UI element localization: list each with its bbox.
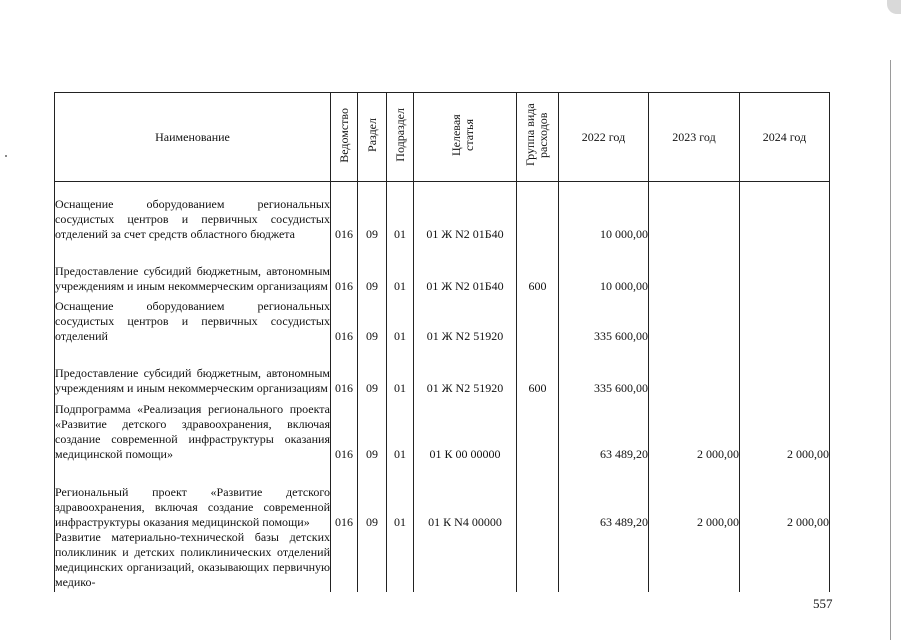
- table-row: [55, 462, 830, 530]
- row-2023: [649, 182, 740, 242]
- col-razdel-header: Раздел: [358, 93, 387, 182]
- row-razdel: [358, 530, 387, 592]
- col-2023-header: 2023 год: [649, 93, 740, 182]
- row-ved: 016: [331, 344, 358, 396]
- row-gruppa: [517, 294, 559, 344]
- budget-table: [54, 92, 830, 592]
- row-2024: [740, 344, 830, 396]
- row-2022: 10 000,00: [559, 182, 649, 242]
- row-razdel: 09: [358, 294, 387, 344]
- scan-dot-artifact: [5, 155, 7, 157]
- table-row: [55, 530, 830, 592]
- table-row: [55, 294, 830, 344]
- row-gruppa: [517, 396, 559, 462]
- col-tselevaya-header: Целевая статья: [414, 93, 517, 182]
- row-tselevaya: [414, 530, 517, 592]
- table-row: [55, 344, 830, 396]
- row-2024: [740, 182, 830, 242]
- row-name: Подпрограмма «Реализация регионального проекта «Развитие детского здравоохранения, включая создание современной инфраструктуры оказания медицинской помощи»: [55, 396, 331, 462]
- row-ved: 016: [331, 462, 358, 530]
- row-tselevaya: 01 К 00 00000: [414, 396, 517, 462]
- row-2024: 2 000,00: [740, 396, 830, 462]
- row-gruppa: 600: [517, 242, 559, 294]
- col-name-header: Наименование: [55, 93, 331, 182]
- row-razdel: 09: [358, 396, 387, 462]
- row-2023: [649, 294, 740, 344]
- row-tselevaya: 01 Ж N2 01Б40: [414, 242, 517, 294]
- row-2022: 335 600,00: [559, 294, 649, 344]
- row-podrazdel: 01: [387, 344, 414, 396]
- row-gruppa: [517, 462, 559, 530]
- row-2023: [649, 344, 740, 396]
- row-name: Оснащение оборудованием региональных сосудистых центров и первичных сосудистых отделений за счет средств областного бюджета: [55, 182, 331, 242]
- row-ved: 016: [331, 294, 358, 344]
- table-row: [55, 242, 830, 294]
- row-name: Предоставление субсидий бюджетным, автономным учреждениям и иным некоммерческим организациям: [55, 344, 331, 396]
- col-2024-header: 2024 год: [740, 93, 830, 182]
- row-razdel: 09: [358, 462, 387, 530]
- row-razdel: 09: [358, 242, 387, 294]
- row-2023: 2 000,00: [649, 396, 740, 462]
- row-2022: 335 600,00: [559, 344, 649, 396]
- row-2022: 63 489,20: [559, 462, 649, 530]
- row-gruppa: [517, 182, 559, 242]
- row-2022: [559, 530, 649, 592]
- row-podrazdel: 01: [387, 462, 414, 530]
- row-name: Развитие материально-технической базы детских поликлиник и детских поликлинических отделений медицинских организаций, оказывающих первичную медико-: [55, 530, 331, 592]
- row-name: Региональный проект «Развитие детского здравоохранения, включая создание современной инфраструктуры оказания медицинской помощи»: [55, 462, 331, 530]
- row-2023: 2 000,00: [649, 462, 740, 530]
- row-2024: 2 000,00: [740, 462, 830, 530]
- row-ved: 016: [331, 396, 358, 462]
- row-2024: [740, 294, 830, 344]
- row-2022: 63 489,20: [559, 396, 649, 462]
- row-ved: 016: [331, 242, 358, 294]
- table-header-row: [55, 93, 830, 182]
- row-gruppa: [517, 530, 559, 592]
- col-podrazdel-header: Подраздел: [387, 93, 414, 182]
- row-podrazdel: 01: [387, 242, 414, 294]
- row-razdel: 09: [358, 182, 387, 242]
- page-number: 557: [813, 596, 833, 611]
- row-ved: 016: [331, 182, 358, 242]
- table-row: [55, 182, 830, 242]
- row-razdel: 09: [358, 344, 387, 396]
- row-tselevaya: 01 К N4 00000: [414, 462, 517, 530]
- table-row: [55, 396, 830, 462]
- row-gruppa: 600: [517, 344, 559, 396]
- row-podrazdel: 01: [387, 294, 414, 344]
- col-2022-header: 2022 год: [559, 93, 649, 182]
- row-2022: 10 000,00: [559, 242, 649, 294]
- col-gruppa-header: Группа вида расходов: [517, 93, 559, 182]
- row-2023: [649, 530, 740, 592]
- row-name: Предоставление субсидий бюджетным, автономным учреждениям и иным некоммерческим организациям: [55, 242, 331, 294]
- row-tselevaya: 01 Ж N2 01Б40: [414, 182, 517, 242]
- row-name: Оснащение оборудованием региональных сосудистых центров и первичных сосудистых отделений: [55, 294, 331, 344]
- col-vedomstvo-header: Ведомство: [331, 93, 358, 182]
- row-podrazdel: 01: [387, 396, 414, 462]
- row-2024: [740, 242, 830, 294]
- row-podrazdel: 01: [387, 182, 414, 242]
- row-tselevaya: 01 Ж N2 51920: [414, 294, 517, 344]
- row-tselevaya: 01 Ж N2 51920: [414, 344, 517, 396]
- scan-edge-line: [890, 60, 891, 640]
- scan-corner-artifact: [887, 0, 901, 14]
- row-ved: [331, 530, 358, 592]
- row-2023: [649, 242, 740, 294]
- row-2024: [740, 530, 830, 592]
- row-podrazdel: [387, 530, 414, 592]
